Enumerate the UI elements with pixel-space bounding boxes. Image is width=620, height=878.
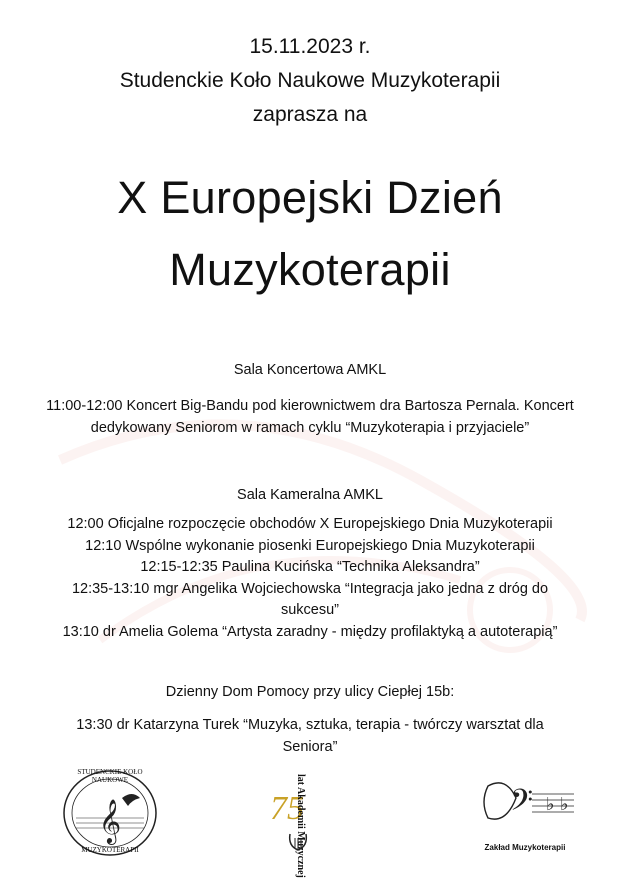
program-item: 11:00-12:00 Koncert Big-Bandu pod kierownictwem dra Bartosza Pernala. Koncert dedykowany Seniorom w ramach cyklu “Muzykoterapia i przyjaciele” [46,398,574,436]
svg-text:𝄞: 𝄞 [98,799,122,843]
seal-text-bottom: MUZYKOTERAPII [81,846,139,854]
venue-heading: Sala Koncertowa AMKL [233,362,387,378]
venue-heading: Sala Kameralna AMKL [237,487,383,503]
svg-text:♭: ♭ [546,794,555,815]
svg-text:𝄢: 𝄢 [510,784,534,825]
program-item: 12:00 Oficjalne rozpoczęcie obchodów X Europejskiego Dnia Muzykoterapii [67,516,553,532]
program-list [0,514,620,643]
academy-anniversary-logo [270,770,350,878]
anniversary-text: lat Akademii Muzycznej [295,774,306,878]
program-item: 12:15-12:35 Paulina Kucińska “Technika Aleksandra” [140,559,480,575]
organizer-name: Studenckie Koło Naukowe Muzykoterapii [119,69,501,92]
program-item: 13:30 dr Katarzyna Turek “Muzyka, sztuka, terapia - twórczy warsztat dla Seniora” [76,717,544,755]
invites-text: zaprasza na [252,103,368,126]
program-list [0,715,620,758]
seal-text-top: STUDENCKIE KOŁO NAUKOWE [77,768,143,784]
anniversary-number: 75 [270,790,304,827]
program-item: 13:10 dr Amelia Golema “Artysta zaradny - między profilaktyką a autoterapią” [62,623,558,640]
venue-heading: Dzienny Dom Pomocy przy ulicy Ciepłej 15b: [165,684,455,700]
program-list [0,396,620,439]
event-title-line1: X Europejski Dzień [117,172,503,223]
event-date: 15.11.2023 r. [249,35,371,58]
event-title-line2: Muzykoterapii [169,244,451,295]
svg-text:♭: ♭ [560,794,569,815]
department-caption: Zakład Muzykoterapii [484,843,566,852]
program-item: 12:10 Wspólne wykonanie piosenki Europejskiego Dnia Muzykoterapii [85,537,535,554]
program-item: 12:35-13:10 mgr Angelika Wojciechowska “Integracja jako jedna z dróg do sukcesu” [71,580,549,618]
music-therapy-department-logo [476,776,576,836]
lyre-icon [286,832,310,852]
